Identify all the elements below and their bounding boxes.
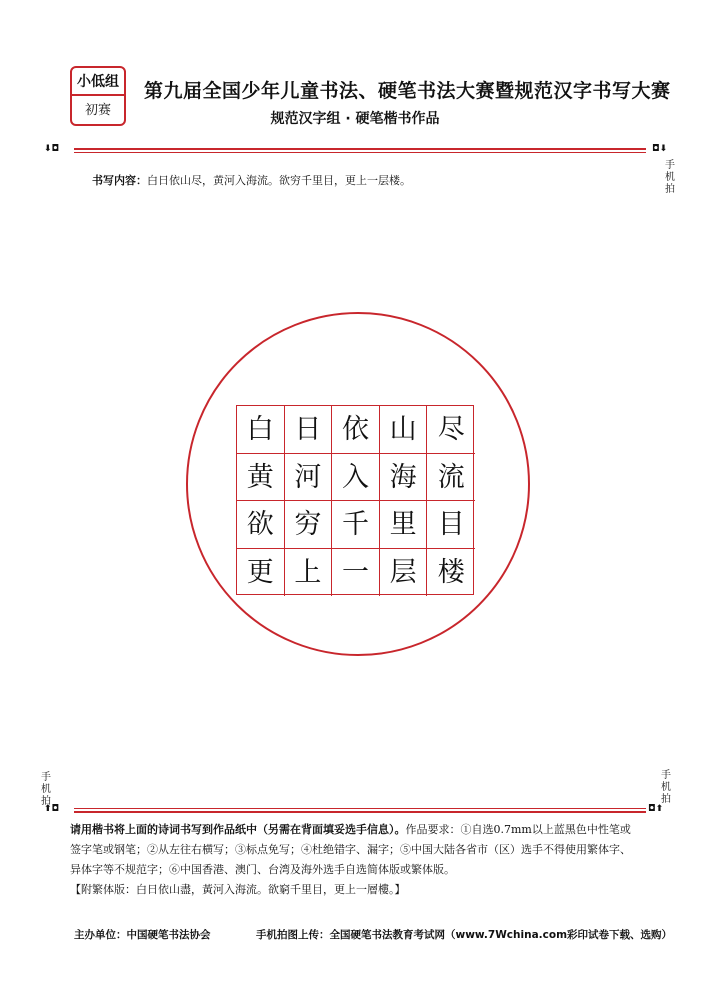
side-label-phone-photo: 手机拍 — [41, 772, 51, 807]
grid-cell: 入 — [332, 454, 380, 502]
instructions-requirements: 作品要求：①自选0.7mm以上蓝黑色中性笔或签字笔或钢笔；②从左往右横写；③标点免写；④杜绝错字、漏字；⑤中国大陆各省市（区）选手不得使用繁体字、异体字等不规范字；⑥中国香港、澳门、台湾及海外选手自选简体版或繁体版。 — [70, 823, 631, 876]
top-divider-line — [74, 148, 646, 150]
footer-upload-info: 手机拍图上传：全国硬笔书法教育考试网（www.7Wchina.com彩印试卷下载、选购） — [256, 929, 673, 941]
grid-cell: 目 — [427, 501, 475, 549]
grid-cell: 日 — [285, 406, 333, 454]
footer-organizer: 主办单位：中国硬笔书法协会 — [74, 929, 211, 941]
grid-cell: 一 — [332, 549, 380, 597]
grid-cell: 欲 — [237, 501, 285, 549]
side-label-phone-photo: 手机拍 — [661, 770, 671, 805]
grid-cell: 流 — [427, 454, 475, 502]
grid-cell: 白 — [237, 406, 285, 454]
camera-icon: ◘⬇ — [652, 144, 668, 154]
instructions-traditional-version: 【附繁体版：白日依山盡，黃河入海流。欲窮千里目，更上一層樓。】 — [70, 883, 406, 896]
instructions-block — [70, 820, 640, 900]
side-label-phone-photo: 手机拍 — [665, 160, 675, 195]
grid-cell: 更 — [237, 549, 285, 597]
bottom-divider-line-thin — [74, 808, 646, 809]
grid-cell: 河 — [285, 454, 333, 502]
writing-grid — [236, 405, 474, 595]
grid-cell: 黄 — [237, 454, 285, 502]
camera-icon: ⬇◘ — [44, 144, 60, 154]
group-badge — [70, 66, 126, 126]
writing-content-label: 书写内容： — [92, 174, 147, 187]
writing-content-text: 白日依山尽，黄河入海流。欲穷千里目，更上一层楼。 — [147, 174, 411, 187]
badge-round-label: 初赛 — [84, 103, 111, 118]
instructions-lead: 请用楷书将上面的诗词书写到作品纸中（另需在背面填妥选手信息）。 — [70, 823, 406, 836]
grid-cell: 层 — [380, 549, 428, 597]
page-subtitle: 规范汉字组 · 硬笔楷书作品 — [270, 111, 440, 127]
camera-icon: ◘⬆ — [648, 804, 664, 814]
grid-cell: 海 — [380, 454, 428, 502]
bottom-divider-line — [74, 811, 646, 813]
page-title: 第九届全国少年儿童书法、硬笔书法大赛暨规范汉字书写大赛 — [144, 80, 671, 102]
grid-cell: 楼 — [437, 556, 465, 588]
grid-cell: 千 — [332, 501, 380, 549]
camera-icon: ⬆◘ — [44, 804, 60, 814]
grid-cell: 穷 — [285, 501, 333, 549]
grid-cell: 上 — [285, 549, 333, 597]
grid-cell: 尽 — [427, 406, 475, 454]
grid-cell: 依 — [332, 406, 380, 454]
grid-cell: 山 — [380, 406, 428, 454]
writing-content-line — [92, 172, 411, 188]
top-divider-line-thin — [74, 152, 646, 153]
grid-cell: 里 — [380, 501, 428, 549]
badge-group-label: 小低组 — [72, 68, 124, 96]
